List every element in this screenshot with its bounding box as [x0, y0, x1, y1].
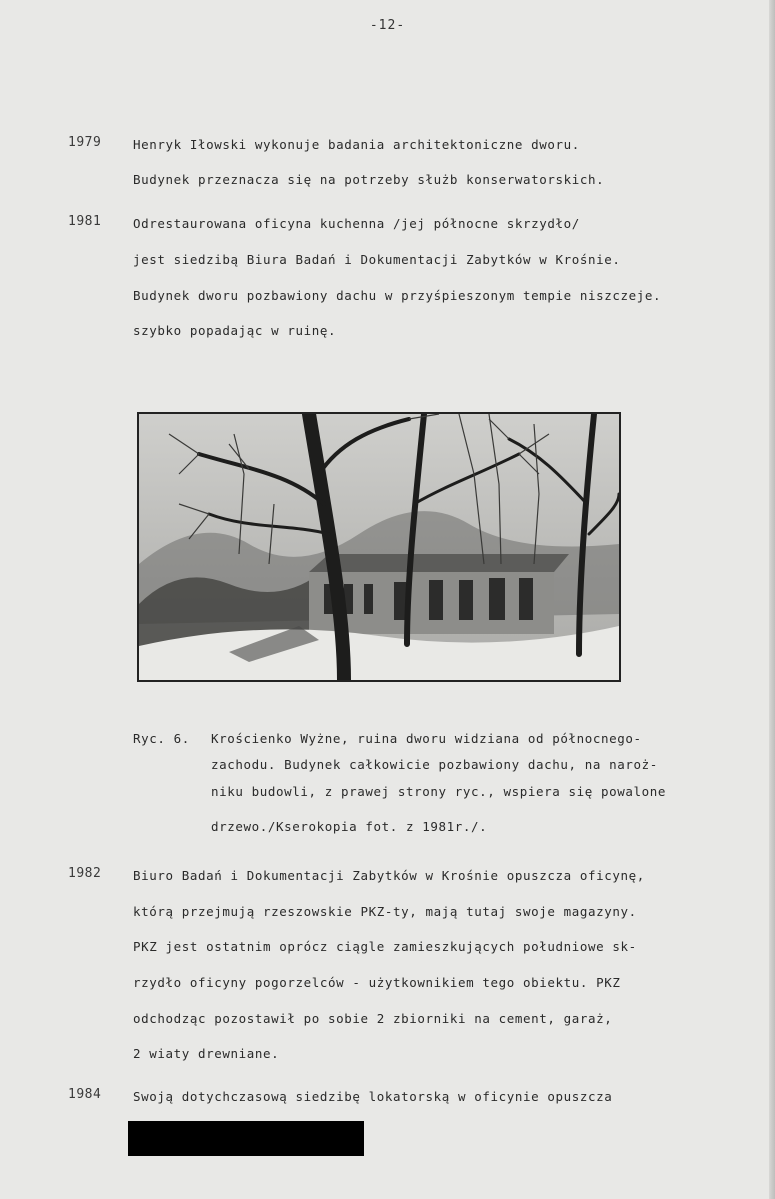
entry-1982-line-5: odchodząc pozostawił po sobie 2 zbiorniki na cement, garaż, [133, 1011, 613, 1026]
entry-1982-line-1: Biuro Badań i Dokumentacji Zabytków w Krośnie opuszcza oficynę, [133, 868, 645, 883]
entry-1979-line-2: Budynek przeznacza się na potrzeby służb konserwatorskich. [133, 172, 605, 187]
caption-line-4: drzewo./Kserokopia fot. z 1981r./. [211, 819, 488, 834]
entry-1982-line-2: którą przejmują rzeszowskie PKZ-ty, mają tutaj swoje magazyny. [133, 904, 637, 919]
year-1979: 1979 [68, 135, 102, 150]
redaction-block [128, 1121, 364, 1156]
entry-1984-line-1: Swoją dotychczasową siedzibę lokatorską w oficynie opuszcza [133, 1089, 613, 1104]
entry-1981-line-4: szybko popadając w ruinę. [133, 323, 337, 338]
entry-1979-line-1: Henryk Iłowski wykonuje badania architektoniczne dworu. [133, 137, 580, 152]
caption-line-2: zachodu. Budynek całkowicie pozbawiony dachu, na naroż- [211, 757, 658, 772]
year-1982: 1982 [68, 866, 102, 881]
year-1984: 1984 [68, 1087, 102, 1102]
entry-1982-line-6: 2 wiaty drewniane. [133, 1046, 280, 1061]
entry-1982-line-4: rzydło oficyny pogorzelców - użytkownikiem tego obiektu. PKZ [133, 975, 621, 990]
caption-line-3: niku budowli, z prawej strony ryc., wspiera się powalone [211, 784, 667, 799]
figure-label: Ryc. 6. [133, 731, 190, 746]
manor-ruin-photo [137, 412, 621, 682]
entry-1981-line-1: Odrestaurowana oficyna kuchenna /jej północne skrzydło/ [133, 216, 580, 231]
page-number: -12- [369, 18, 406, 33]
caption-line-1: Krościenko Wyżne, ruina dworu widziana od północnego- [211, 731, 642, 746]
entry-1981-line-3: Budynek dworu pozbawiony dachu w przyśpieszonym tempie niszczeje. [133, 288, 662, 303]
page-edge [769, 0, 775, 1199]
entry-1981-line-2: jest siedzibą Biura Badań i Dokumentacji Zabytków w Krośnie. [133, 252, 621, 267]
year-1981: 1981 [68, 214, 102, 229]
entry-1982-line-3: PKZ jest ostatnim oprócz ciągle zamieszkujących południowe sk- [133, 939, 637, 954]
photo-illustration [139, 414, 619, 680]
